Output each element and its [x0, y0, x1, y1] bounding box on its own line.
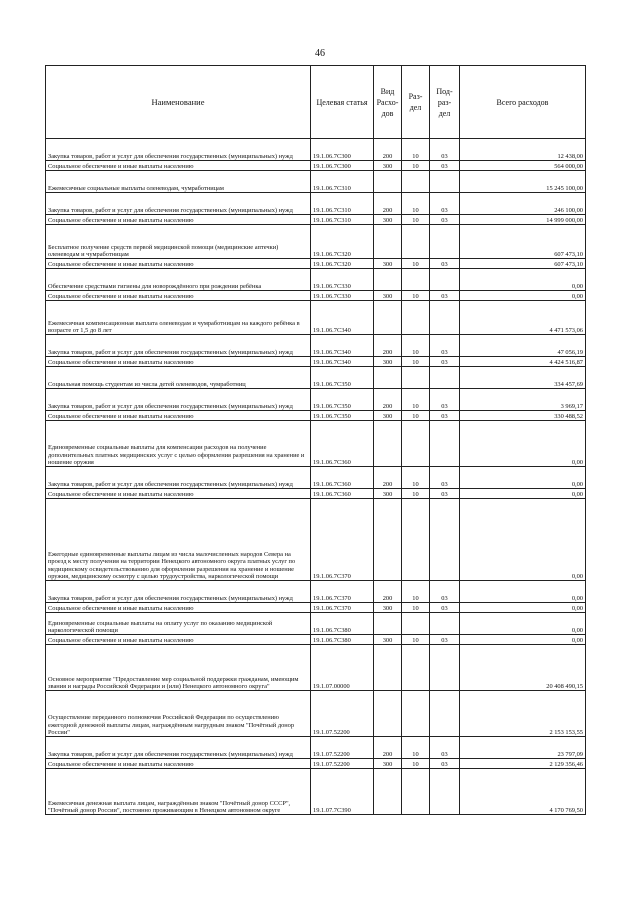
row-subsection	[430, 269, 460, 291]
row-name: Социальное обеспечение и иные выплаты населению	[46, 603, 311, 613]
row-name: Ежемесячная денежная выплата лицам, награждённым знаком "Почётный донор СССР", "Почётный донор России", постоянно проживающим в Ненецком автономном округе	[46, 769, 311, 815]
row-target-code: 19.1.06.7С310	[311, 193, 374, 215]
row-target-code: 19.1.06.7С360	[311, 467, 374, 489]
row-name: Единовременные социальные выплаты на оплату услуг по оказанию медицинской наркологической помощи	[46, 613, 311, 635]
row-name: Социальное обеспечение и иные выплаты населению	[46, 259, 311, 269]
row-subsection: 03	[430, 193, 460, 215]
row-section: 10	[402, 291, 430, 301]
row-target-code: 19.1.06.7С370	[311, 499, 374, 581]
row-amount: 246 100,00	[460, 193, 586, 215]
row-expense-type: 300	[374, 259, 402, 269]
row-section: 10	[402, 759, 430, 769]
row-subsection	[430, 613, 460, 635]
row-subsection: 03	[430, 259, 460, 269]
row-expense-type: 200	[374, 467, 402, 489]
row-section: 10	[402, 259, 430, 269]
row-expense-type	[374, 367, 402, 389]
page-number: 46	[315, 48, 325, 59]
table-row	[46, 467, 586, 489]
row-section	[402, 421, 430, 467]
row-target-code: 19.1.06.7С340	[311, 301, 374, 335]
table-row	[46, 499, 586, 581]
row-expense-type: 300	[374, 489, 402, 499]
table-row	[46, 411, 586, 421]
row-expense-type: 200	[374, 737, 402, 759]
row-expense-type	[374, 225, 402, 259]
row-section: 10	[402, 193, 430, 215]
row-amount: 12 438,00	[460, 139, 586, 161]
row-subsection: 03	[430, 161, 460, 171]
row-name: Социальное обеспечение и иные выплаты населению	[46, 161, 311, 171]
row-expense-type	[374, 499, 402, 581]
row-section	[402, 613, 430, 635]
row-subsection	[430, 769, 460, 815]
row-amount: 4 424 516,87	[460, 357, 586, 367]
row-expense-type: 200	[374, 139, 402, 161]
row-subsection: 03	[430, 737, 460, 759]
row-name: Бесплатное получение средств первой медицинской помощи (медицинские аптечки) оленеводам и чумработницам	[46, 225, 311, 259]
row-subsection: 03	[430, 215, 460, 225]
row-amount: 15 245 100,00	[460, 171, 586, 193]
header-type: Вид Расхо- дов	[374, 66, 402, 139]
header-name: Наименование	[46, 66, 311, 139]
row-expense-type: 300	[374, 161, 402, 171]
row-amount: 4 471 573,06	[460, 301, 586, 335]
budget-table	[45, 65, 586, 815]
row-subsection: 03	[430, 139, 460, 161]
row-name: Осуществление переданного полномочия Российской Федерации по осуществлению ежегодной денежной выплаты лицам, награждённым нагрудным знаком "Почётный донор России"	[46, 691, 311, 737]
row-amount: 0,00	[460, 581, 586, 603]
row-subsection	[430, 421, 460, 467]
table-row	[46, 389, 586, 411]
row-subsection: 03	[430, 291, 460, 301]
row-target-code: 19.1.06.7С300	[311, 139, 374, 161]
table-row	[46, 645, 586, 691]
row-name: Закупка товаров, работ и услуг для обеспечения государственных (муниципальных) нужд	[46, 737, 311, 759]
row-name: Закупка товаров, работ и услуг для обеспечения государственных (муниципальных) нужд	[46, 139, 311, 161]
row-section	[402, 367, 430, 389]
header-section: Раз- дел	[402, 66, 430, 139]
header-subsection: Под- раз- дел	[430, 66, 460, 139]
row-expense-type	[374, 301, 402, 335]
row-expense-type	[374, 171, 402, 193]
row-amount: 4 170 769,50	[460, 769, 586, 815]
row-expense-type: 300	[374, 215, 402, 225]
row-section: 10	[402, 737, 430, 759]
row-target-code: 19.1.06.7С310	[311, 171, 374, 193]
header-total: Всего расходов	[460, 66, 586, 139]
row-expense-type: 300	[374, 759, 402, 769]
row-amount: 330 488,52	[460, 411, 586, 421]
row-section: 10	[402, 357, 430, 367]
table-row	[46, 215, 586, 225]
row-amount: 0,00	[460, 269, 586, 291]
row-amount: 334 457,69	[460, 367, 586, 389]
row-expense-type	[374, 269, 402, 291]
row-target-code: 19.1.06.7С340	[311, 357, 374, 367]
row-amount: 3 969,17	[460, 389, 586, 411]
row-amount: 607 473,10	[460, 225, 586, 259]
row-subsection: 03	[430, 635, 460, 645]
row-subsection: 03	[430, 357, 460, 367]
row-target-code: 19.1.06.7С360	[311, 489, 374, 499]
row-expense-type	[374, 421, 402, 467]
row-name: Закупка товаров, работ и услуг для обеспечения государственных (муниципальных) нужд	[46, 581, 311, 603]
row-target-code: 19.1.06.7С370	[311, 603, 374, 613]
row-subsection	[430, 367, 460, 389]
table-row	[46, 769, 586, 815]
row-name: Социальное обеспечение и иные выплаты населению	[46, 489, 311, 499]
row-expense-type: 300	[374, 357, 402, 367]
row-subsection: 03	[430, 603, 460, 613]
row-name: Социальное обеспечение и иные выплаты населению	[46, 215, 311, 225]
table-row	[46, 301, 586, 335]
row-subsection	[430, 225, 460, 259]
row-subsection: 03	[430, 411, 460, 421]
row-target-code: 19.1.07.00000	[311, 645, 374, 691]
row-amount: 0,00	[460, 489, 586, 499]
row-amount: 2 129 356,46	[460, 759, 586, 769]
row-amount: 14 999 000,00	[460, 215, 586, 225]
row-target-code: 19.1.06.7С370	[311, 581, 374, 603]
table-row	[46, 291, 586, 301]
row-target-code: 19.1.07.52200	[311, 759, 374, 769]
row-expense-type	[374, 645, 402, 691]
row-expense-type: 200	[374, 389, 402, 411]
row-amount: 0,00	[460, 603, 586, 613]
row-name: Ежегодные единовременные выплаты лицам из числа малочисленных народов Севера на проезд к месту получения на территории Ненецкого автономного округа платных услуг по медицинскому освидетельствованию для оформления разрешения на хранение и ношение оружия, медицинскому осмотру с целью трудоустройства, наркологической помощи	[46, 499, 311, 581]
table-row	[46, 225, 586, 259]
row-section: 10	[402, 139, 430, 161]
row-name: Закупка товаров, работ и услуг для обеспечения государственных (муниципальных) нужд	[46, 335, 311, 357]
row-name: Социальное обеспечение и иные выплаты населению	[46, 635, 311, 645]
table-row	[46, 737, 586, 759]
row-amount: 0,00	[460, 291, 586, 301]
row-target-code: 19.1.06.7С380	[311, 613, 374, 635]
row-target-code: 19.1.06.7С340	[311, 335, 374, 357]
row-subsection: 03	[430, 759, 460, 769]
row-target-code: 19.1.06.7С350	[311, 389, 374, 411]
row-expense-type: 200	[374, 335, 402, 357]
row-section	[402, 769, 430, 815]
row-target-code: 19.1.06.7С360	[311, 421, 374, 467]
table-row	[46, 613, 586, 635]
row-name: Социальное обеспечение и иные выплаты населению	[46, 291, 311, 301]
row-subsection: 03	[430, 389, 460, 411]
row-amount: 0,00	[460, 467, 586, 489]
row-expense-type: 300	[374, 635, 402, 645]
row-target-code: 19.1.06.7С320	[311, 225, 374, 259]
row-subsection: 03	[430, 489, 460, 499]
table-row	[46, 259, 586, 269]
row-subsection	[430, 645, 460, 691]
row-section	[402, 301, 430, 335]
row-name: Единовременные социальные выплаты для компенсации расходов на получение дополнительных платных медицинских услуг с целью оформления разрешения на хранение и ношение оружия	[46, 421, 311, 467]
row-name: Социальное обеспечение и иные выплаты населению	[46, 411, 311, 421]
row-section	[402, 691, 430, 737]
row-expense-type: 200	[374, 581, 402, 603]
row-name: Социальная помощь студентам из числа детей оленеводов, чумработниц	[46, 367, 311, 389]
row-target-code: 19.1.06.7С350	[311, 367, 374, 389]
row-expense-type	[374, 691, 402, 737]
table-row	[46, 335, 586, 357]
row-name: Социальное обеспечение и иные выплаты населению	[46, 759, 311, 769]
row-section: 10	[402, 161, 430, 171]
row-name: Обеспечение средствами гигиены для новорождённого при рождении ребёнка	[46, 269, 311, 291]
row-target-code: 19.1.06.7С300	[311, 161, 374, 171]
table-row	[46, 269, 586, 291]
row-amount: 47 056,19	[460, 335, 586, 357]
row-section	[402, 171, 430, 193]
table-row	[46, 421, 586, 467]
row-amount: 2 153 153,55	[460, 691, 586, 737]
row-name: Ежемесячные социальные выплаты оленеводам, чумработницам	[46, 171, 311, 193]
table-header-row	[46, 66, 586, 139]
row-expense-type	[374, 769, 402, 815]
table-row	[46, 171, 586, 193]
row-amount: 564 000,00	[460, 161, 586, 171]
row-target-code: 19.1.06.7С350	[311, 411, 374, 421]
row-target-code: 19.1.07.52200	[311, 737, 374, 759]
row-section	[402, 225, 430, 259]
row-section: 10	[402, 215, 430, 225]
header-target: Целевая статья	[311, 66, 374, 139]
row-section: 10	[402, 467, 430, 489]
table-row	[46, 357, 586, 367]
row-subsection	[430, 171, 460, 193]
row-section	[402, 645, 430, 691]
row-expense-type: 200	[374, 193, 402, 215]
table-row	[46, 603, 586, 613]
row-amount: 20 408 490,15	[460, 645, 586, 691]
row-section: 10	[402, 603, 430, 613]
row-expense-type: 300	[374, 291, 402, 301]
table-row	[46, 635, 586, 645]
row-target-code: 19.1.06.7С320	[311, 259, 374, 269]
row-amount: 0,00	[460, 499, 586, 581]
table-row	[46, 139, 586, 161]
row-expense-type	[374, 613, 402, 635]
row-name: Закупка товаров, работ и услуг для обеспечения государственных (муниципальных) нужд	[46, 467, 311, 489]
row-section	[402, 499, 430, 581]
row-expense-type: 300	[374, 603, 402, 613]
row-target-code: 19.1.06.7С330	[311, 269, 374, 291]
row-subsection	[430, 691, 460, 737]
row-name: Закупка товаров, работ и услуг для обеспечения государственных (муниципальных) нужд	[46, 389, 311, 411]
row-target-code: 19.1.07.7С390	[311, 769, 374, 815]
row-amount: 607 473,10	[460, 259, 586, 269]
row-target-code: 19.1.06.7С380	[311, 635, 374, 645]
row-name: Ежемесячная компенсационная выплата оленеводам и чумработницам на каждого ребёнка в возрасте от 1,5 до 8 лет	[46, 301, 311, 335]
row-target-code: 19.1.07.52200	[311, 691, 374, 737]
row-amount: 0,00	[460, 421, 586, 467]
row-section: 10	[402, 411, 430, 421]
row-amount: 0,00	[460, 635, 586, 645]
row-section: 10	[402, 335, 430, 357]
table-row	[46, 161, 586, 171]
row-subsection	[430, 499, 460, 581]
row-subsection: 03	[430, 581, 460, 603]
table-row	[46, 193, 586, 215]
row-target-code: 19.1.06.7С310	[311, 215, 374, 225]
table-row	[46, 367, 586, 389]
row-section: 10	[402, 489, 430, 499]
row-subsection: 03	[430, 335, 460, 357]
row-name: Закупка товаров, работ и услуг для обеспечения государственных (муниципальных) нужд	[46, 193, 311, 215]
row-section	[402, 269, 430, 291]
row-expense-type: 300	[374, 411, 402, 421]
row-name: Основное мероприятие "Предоставление мер социальной поддержки гражданам, имеющим звания и награды Российской Федерации и (или) Ненецкого автономного округа"	[46, 645, 311, 691]
row-subsection	[430, 301, 460, 335]
table-row	[46, 691, 586, 737]
row-subsection: 03	[430, 467, 460, 489]
table-row	[46, 581, 586, 603]
row-amount: 23 797,09	[460, 737, 586, 759]
table-row	[46, 489, 586, 499]
row-amount: 0,00	[460, 613, 586, 635]
row-section: 10	[402, 581, 430, 603]
row-section: 10	[402, 635, 430, 645]
row-target-code: 19.1.06.7С330	[311, 291, 374, 301]
row-name: Социальное обеспечение и иные выплаты населению	[46, 357, 311, 367]
table-row	[46, 759, 586, 769]
row-section: 10	[402, 389, 430, 411]
